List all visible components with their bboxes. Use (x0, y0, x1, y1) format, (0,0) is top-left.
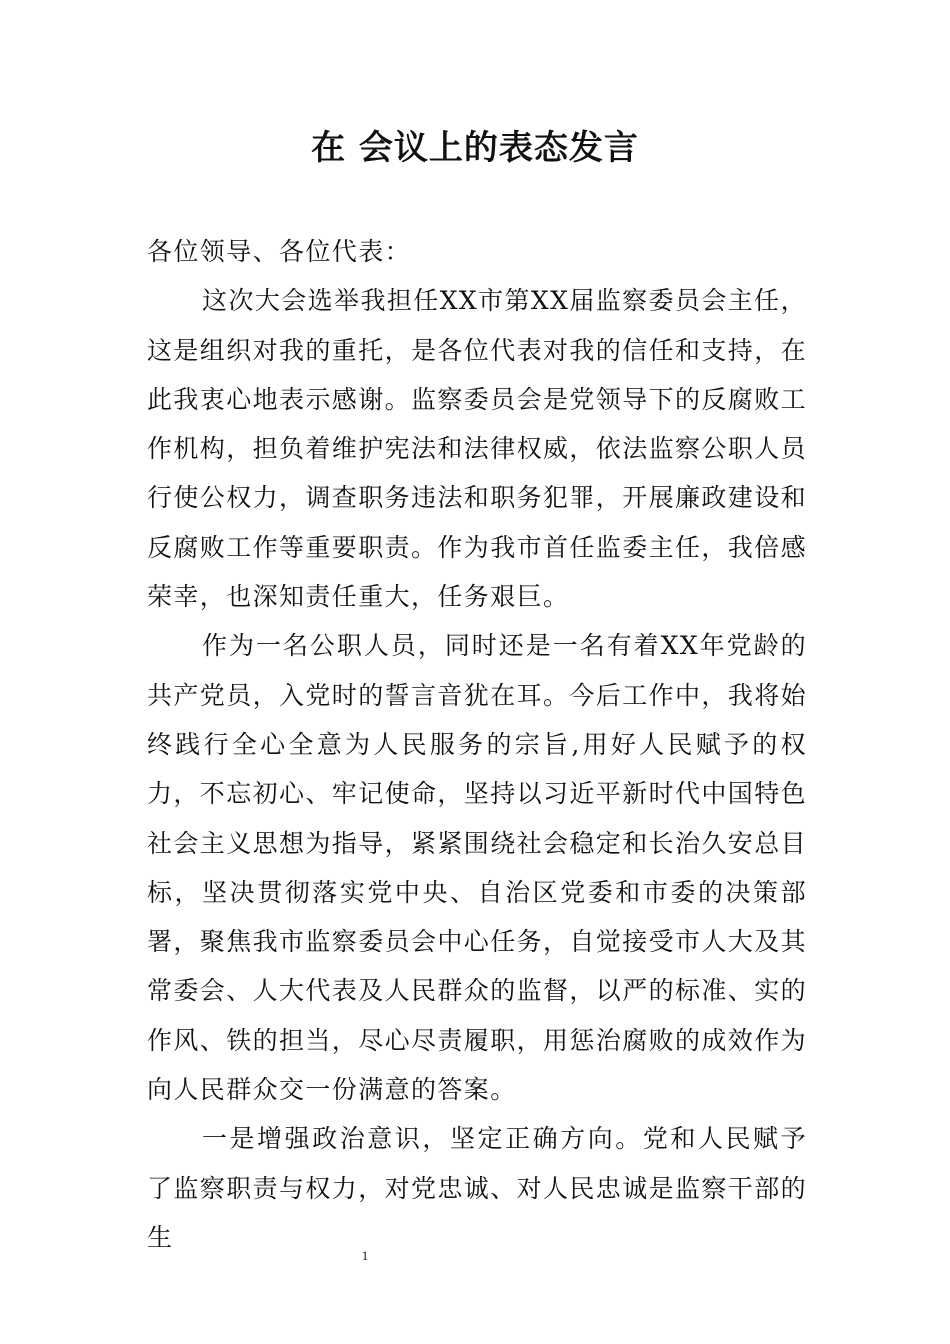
paragraph: 这次大会选举我担任XX市第XX届监察委员会主任，这是组织对我的重托，是各位代表对我的信任和支持，在此我衷心地表示感谢。监察委员会是党领导下的反腐败工作机构，担负着维护宪法和法律权威，依法监察公职人员行使公权力，调查职务违法和职务犯罪，开展廉政建设和反腐败工作等重要职责。作为我市首任监委主任，我倍感荣幸，也深知责任重大，任务艰巨。 (147, 286, 808, 612)
paragraph: 一是增强政治意识，坚定正确方向。党和人民赋予了监察职责与权力，对党忠诚、对人民忠诚是监察干部的生 (147, 1124, 808, 1252)
document-title: 在 会议上的表态发言 (311, 128, 639, 168)
page-number: 1 (361, 1248, 369, 1263)
paragraph: 作为一名公职人员，同时还是一名有着XX年党龄的共产党员，入党时的誓言音犹在耳。今后工作中，我将始终践行全心全意为人民服务的宗旨,用好人民赋予的权力，不忘初心、牢记使命，坚持以习近平新时代中国特色社会主义思想为指导，紧紧围绕社会稳定和长治久安总目标，坚决贯彻落实党中央、自治区党委和市委的决策部署，聚焦我市监察委员会中心任务，自觉接受市人大及其常委会、人大代表及人民群众的监督，以严的标准、实的作风、铁的担当，尽心尽责履职，用惩治腐败的成效作为向人民群众交一份满意的答案。 (147, 631, 808, 1105)
document-body (147, 227, 807, 1262)
salutation: 各位领导、各位代表： (147, 237, 412, 266)
